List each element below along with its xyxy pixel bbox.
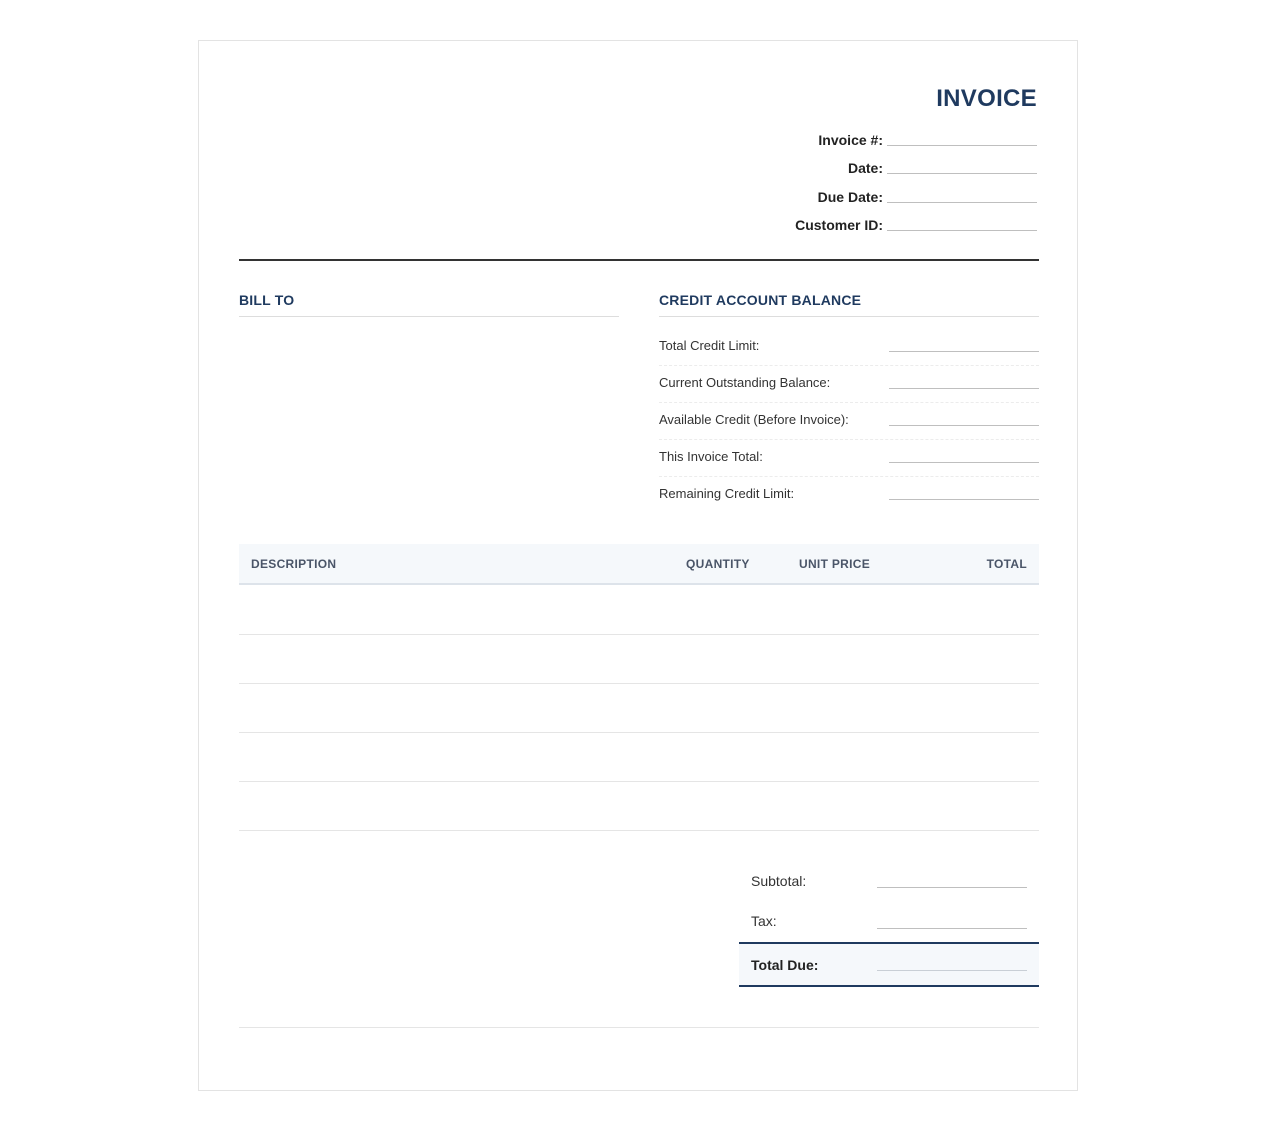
- credit-row-label: Available Credit (Before Invoice):: [659, 412, 849, 427]
- credit-row-remaining: [659, 477, 1039, 514]
- column-header-total: TOTAL: [986, 557, 1027, 571]
- invoice-number-field[interactable]: [887, 144, 1037, 146]
- credit-row-label: Current Outstanding Balance:: [659, 375, 831, 390]
- subtotal-label: Subtotal:: [751, 873, 807, 889]
- footer-divider: [239, 1027, 1039, 1028]
- credit-balance-title: CREDIT ACCOUNT BALANCE: [659, 292, 862, 308]
- tax-field[interactable]: [877, 928, 1027, 929]
- credit-value-field[interactable]: [889, 425, 1039, 426]
- table-row[interactable]: [239, 684, 1039, 733]
- due-date-row: [818, 185, 1037, 205]
- table-header: [239, 544, 1039, 585]
- table-row[interactable]: [239, 635, 1039, 684]
- date-label: Date:: [847, 160, 883, 176]
- column-header-unit-price: UNIT PRICE: [799, 557, 871, 571]
- invoice-title: INVOICE: [936, 85, 1037, 112]
- credit-row-label: Total Credit Limit:: [659, 338, 760, 353]
- header-divider: [239, 259, 1039, 261]
- credit-value-field[interactable]: [889, 351, 1039, 352]
- tax-label: Tax:: [751, 913, 777, 929]
- invoice-number-label: Invoice #:: [818, 132, 883, 148]
- credit-value-field[interactable]: [889, 499, 1039, 500]
- credit-value-field[interactable]: [889, 388, 1039, 389]
- credit-balance-divider: [659, 316, 1039, 317]
- column-header-quantity: QUANTITY: [686, 557, 750, 571]
- table-row[interactable]: [239, 586, 1039, 635]
- date-row: [848, 156, 1037, 176]
- invoice-number-row: [818, 128, 1037, 148]
- subtotal-field[interactable]: [877, 887, 1027, 888]
- credit-row-total-limit: [659, 329, 1039, 366]
- total-due-label: Total Due:: [751, 957, 819, 973]
- customer-id-label: Customer ID:: [795, 217, 883, 233]
- bill-to-divider: [239, 316, 619, 317]
- bill-to-title: BILL TO: [239, 292, 295, 308]
- total-due-field[interactable]: [877, 970, 1027, 971]
- table-row[interactable]: [239, 782, 1039, 831]
- credit-row-available: [659, 403, 1039, 440]
- total-due-box: [739, 942, 1039, 987]
- due-date-label: Due Date:: [817, 189, 883, 205]
- column-header-description: DESCRIPTION: [251, 557, 337, 571]
- table-row[interactable]: [239, 733, 1039, 782]
- credit-value-field[interactable]: [889, 462, 1039, 463]
- bill-to-area[interactable]: [239, 321, 619, 501]
- credit-row-label: Remaining Credit Limit:: [659, 486, 795, 501]
- due-date-field[interactable]: [887, 201, 1037, 203]
- invoice-page: [198, 40, 1078, 1091]
- credit-row-outstanding: [659, 366, 1039, 403]
- customer-id-field[interactable]: [887, 229, 1037, 231]
- customer-id-row: [795, 213, 1037, 233]
- credit-row-label: This Invoice Total:: [659, 449, 763, 464]
- credit-row-invoice-total: [659, 440, 1039, 477]
- date-field[interactable]: [887, 172, 1037, 174]
